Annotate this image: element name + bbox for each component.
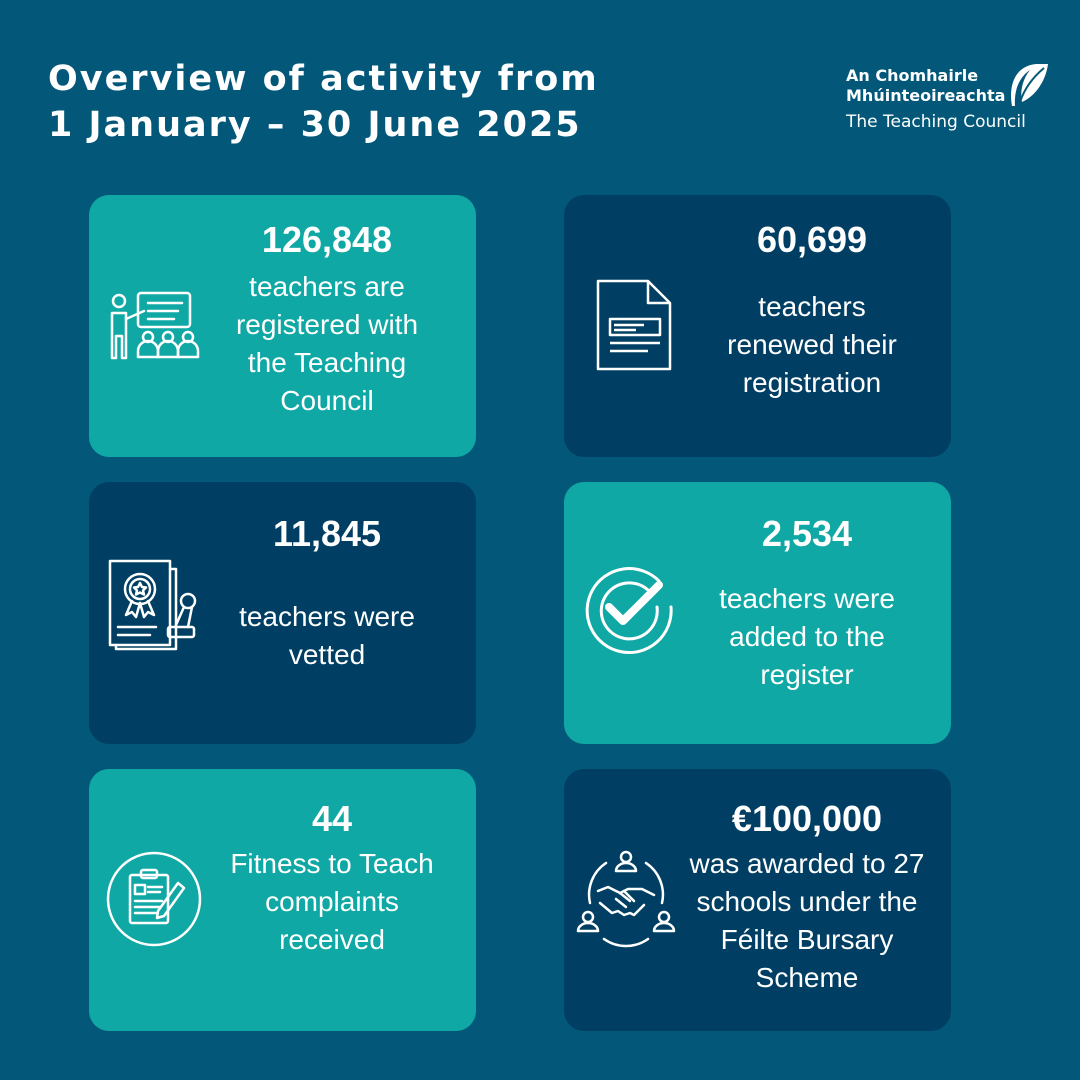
stat-value: €100,000 [731, 798, 883, 839]
stat-value: 126,848 [261, 219, 393, 260]
stat-card-complaints [89, 769, 476, 1031]
stat-card-vetted [89, 482, 476, 744]
stat-card-bursary [564, 769, 951, 1031]
logo-irish-name-line-2: Mhúinteoireachta [846, 86, 1006, 105]
stat-value: 44 [311, 798, 353, 839]
stat-value: 60,699 [756, 219, 868, 260]
handshake-community-icon [576, 849, 676, 949]
teacher-classroom-icon [104, 275, 204, 375]
stat-description: was awarded to 27 schools under the Féilte Bursary Scheme [689, 848, 925, 993]
teaching-council-logo [846, 62, 1046, 134]
clipboard-pen-icon [104, 849, 204, 949]
document-icon [584, 275, 684, 375]
page-title-line-1: Overview of activity from [48, 59, 599, 99]
stat-card-registered [89, 195, 476, 457]
logo-english-name: The Teaching Council [846, 112, 1026, 132]
page-title [48, 56, 599, 148]
quill-leaf-icon [1006, 62, 1050, 108]
stat-value: 11,845 [272, 513, 382, 554]
certificate-stamp-icon [104, 557, 204, 657]
stat-description: teachers renewed their registration [727, 291, 897, 398]
stat-card-renewed [564, 195, 951, 457]
page-title-line-2: 1 January – 30 June 2025 [48, 105, 582, 145]
checkmark-circle-icon [579, 557, 679, 657]
stat-description: teachers were added to the register [719, 583, 895, 690]
stat-card-added [564, 482, 951, 744]
stat-description: Fitness to Teach complaints received [230, 848, 434, 955]
stat-value: 2,534 [761, 513, 853, 554]
stat-description: teachers are registered with the Teaching Council [235, 271, 419, 416]
logo-irish-name-line-1: An Chomhairle [846, 66, 979, 85]
stat-description: teachers were vetted [239, 601, 415, 670]
